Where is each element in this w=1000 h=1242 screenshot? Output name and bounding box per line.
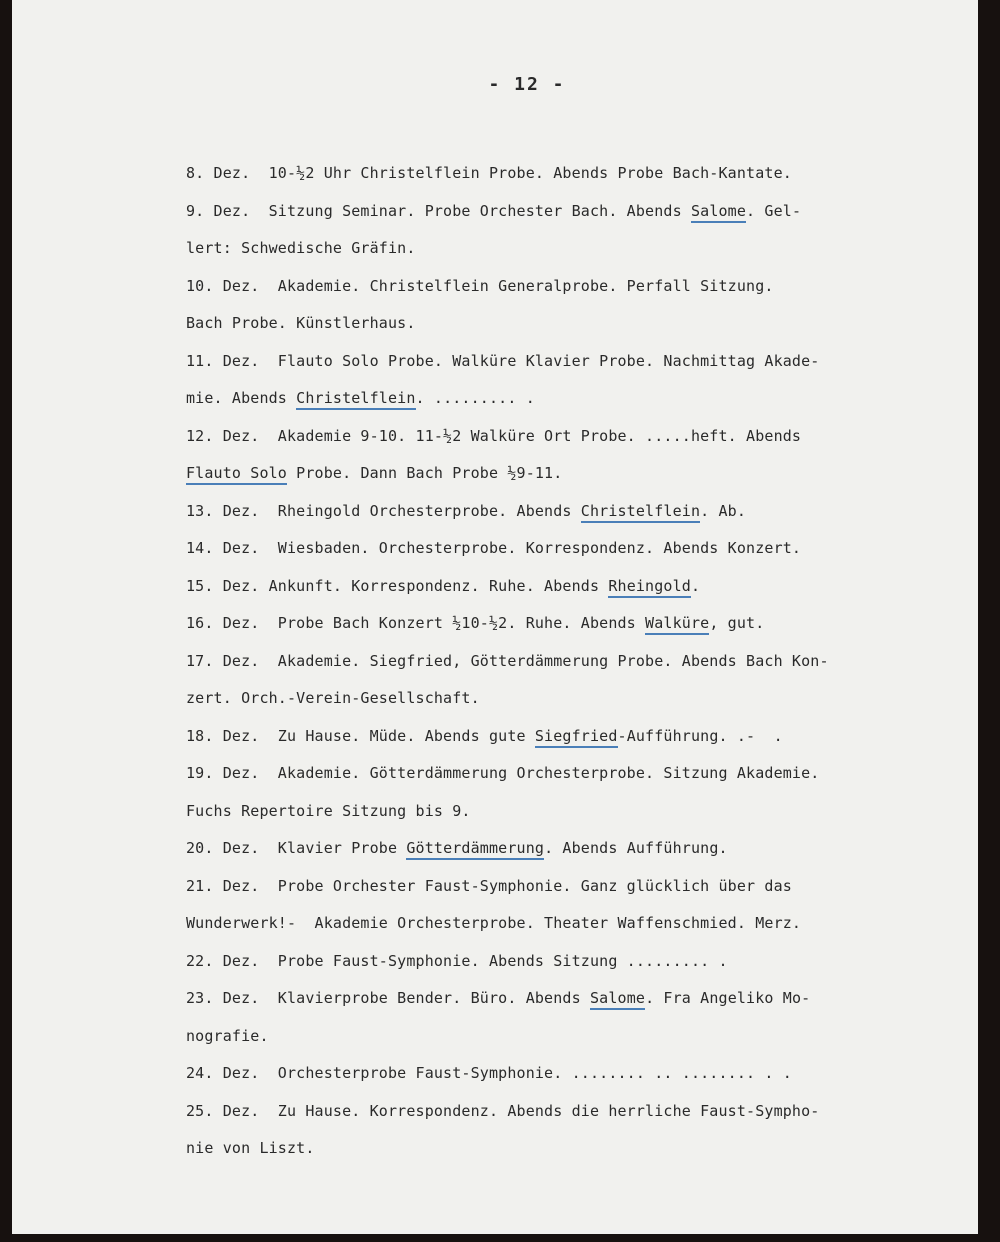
text-line: lert: Schwedische Gräfin.: [186, 239, 416, 257]
text-line: 14. Dez. Wiesbaden. Orchesterprobe. Korrespondenz. Abends Konzert.: [186, 539, 802, 557]
text-line: 13. Dez. Rheingold Orchesterprobe. Abends Christelflein. Ab.: [186, 499, 956, 537]
typewritten-page: [12, 0, 978, 1234]
text-line: 8. Dez. 10-½2 Uhr Christelflein Probe. Abends Probe Bach-Kantate.: [186, 164, 792, 182]
text-line: nografie.: [186, 1026, 269, 1045]
underlined-title: Götterdämmerung: [406, 839, 544, 860]
text-line: Bach Probe. Künstlerhaus.: [186, 314, 416, 332]
underlined-title: Walküre: [645, 614, 709, 635]
scan-border-left: [0, 0, 12, 1242]
text-line: 9. Dez. Sitzung Seminar. Probe Orchester Bach. Abends Salome. Gel-: [186, 199, 956, 237]
underlined-title: Flauto Solo: [186, 464, 287, 485]
underlined-title: Salome: [590, 989, 645, 1010]
text-line: Fuchs Repertoire Sitzung bis 9.: [186, 801, 471, 820]
underlined-title: Christelflein: [581, 502, 700, 523]
text-line: 17. Dez. Akademie. Siegfried, Götterdämmerung Probe. Abends Bach Kon-: [186, 651, 829, 670]
text-line: 18. Dez. Zu Hause. Müde. Abends gute Siegfried-Aufführung. .- .: [186, 724, 956, 762]
scan-border-bottom: [0, 1234, 1000, 1242]
scan-border-right: [978, 0, 1000, 1242]
underlined-title: Siegfried: [535, 727, 618, 748]
underlined-title: Christelflein: [296, 389, 415, 410]
text-line: 22. Dez. Probe Faust-Symphonie. Abends Sitzung ......... .: [186, 951, 728, 970]
text-line: 16. Dez. Probe Bach Konzert ½10-½2. Ruhe. Abends Walküre, gut.: [186, 611, 956, 649]
text-line: 20. Dez. Klavier Probe Götterdämmerung. Abends Aufführung.: [186, 836, 956, 874]
text-line: 21. Dez. Probe Orchester Faust-Symphonie. Ganz glücklich über das: [186, 876, 792, 895]
text-line: nie von Liszt.: [186, 1139, 315, 1157]
text-line: 19. Dez. Akademie. Götterdämmerung Orchesterprobe. Sitzung Akademie.: [186, 764, 820, 782]
diary-entries: [186, 161, 956, 1174]
text-line: Flauto Solo Probe. Dann Bach Probe ½9-11.: [186, 461, 956, 499]
underlined-title: Salome: [691, 202, 746, 223]
underlined-title: Rheingold: [608, 577, 691, 598]
text-line: 23. Dez. Klavierprobe Bender. Büro. Abends Salome. Fra Angeliko Mo-: [186, 986, 956, 1024]
text-line: zert. Orch.-Verein-Gesellschaft.: [186, 689, 480, 707]
text-line: 10. Dez. Akademie. Christelflein Generalprobe. Perfall Sitzung.: [186, 276, 774, 295]
text-line: mie. Abends Christelflein. ......... .: [186, 386, 956, 424]
text-line: 11. Dez. Flauto Solo Probe. Walküre Klavier Probe. Nachmittag Akade-: [186, 351, 820, 370]
text-line: 24. Dez. Orchesterprobe Faust-Symphonie. ........ .. ........ . .: [186, 1064, 792, 1082]
text-line: Wunderwerk!- Akademie Orchesterprobe. Theater Waffenschmied. Merz.: [186, 914, 802, 932]
page-number: - 12 -: [488, 74, 566, 95]
text-line: 15. Dez. Ankunft. Korrespondenz. Ruhe. Abends Rheingold.: [186, 574, 956, 612]
text-line: 25. Dez. Zu Hause. Korrespondenz. Abends die herrliche Faust-Sympho-: [186, 1101, 820, 1120]
text-line: 12. Dez. Akademie 9-10. 11-½2 Walküre Ort Probe. .....heft. Abends: [186, 426, 802, 445]
